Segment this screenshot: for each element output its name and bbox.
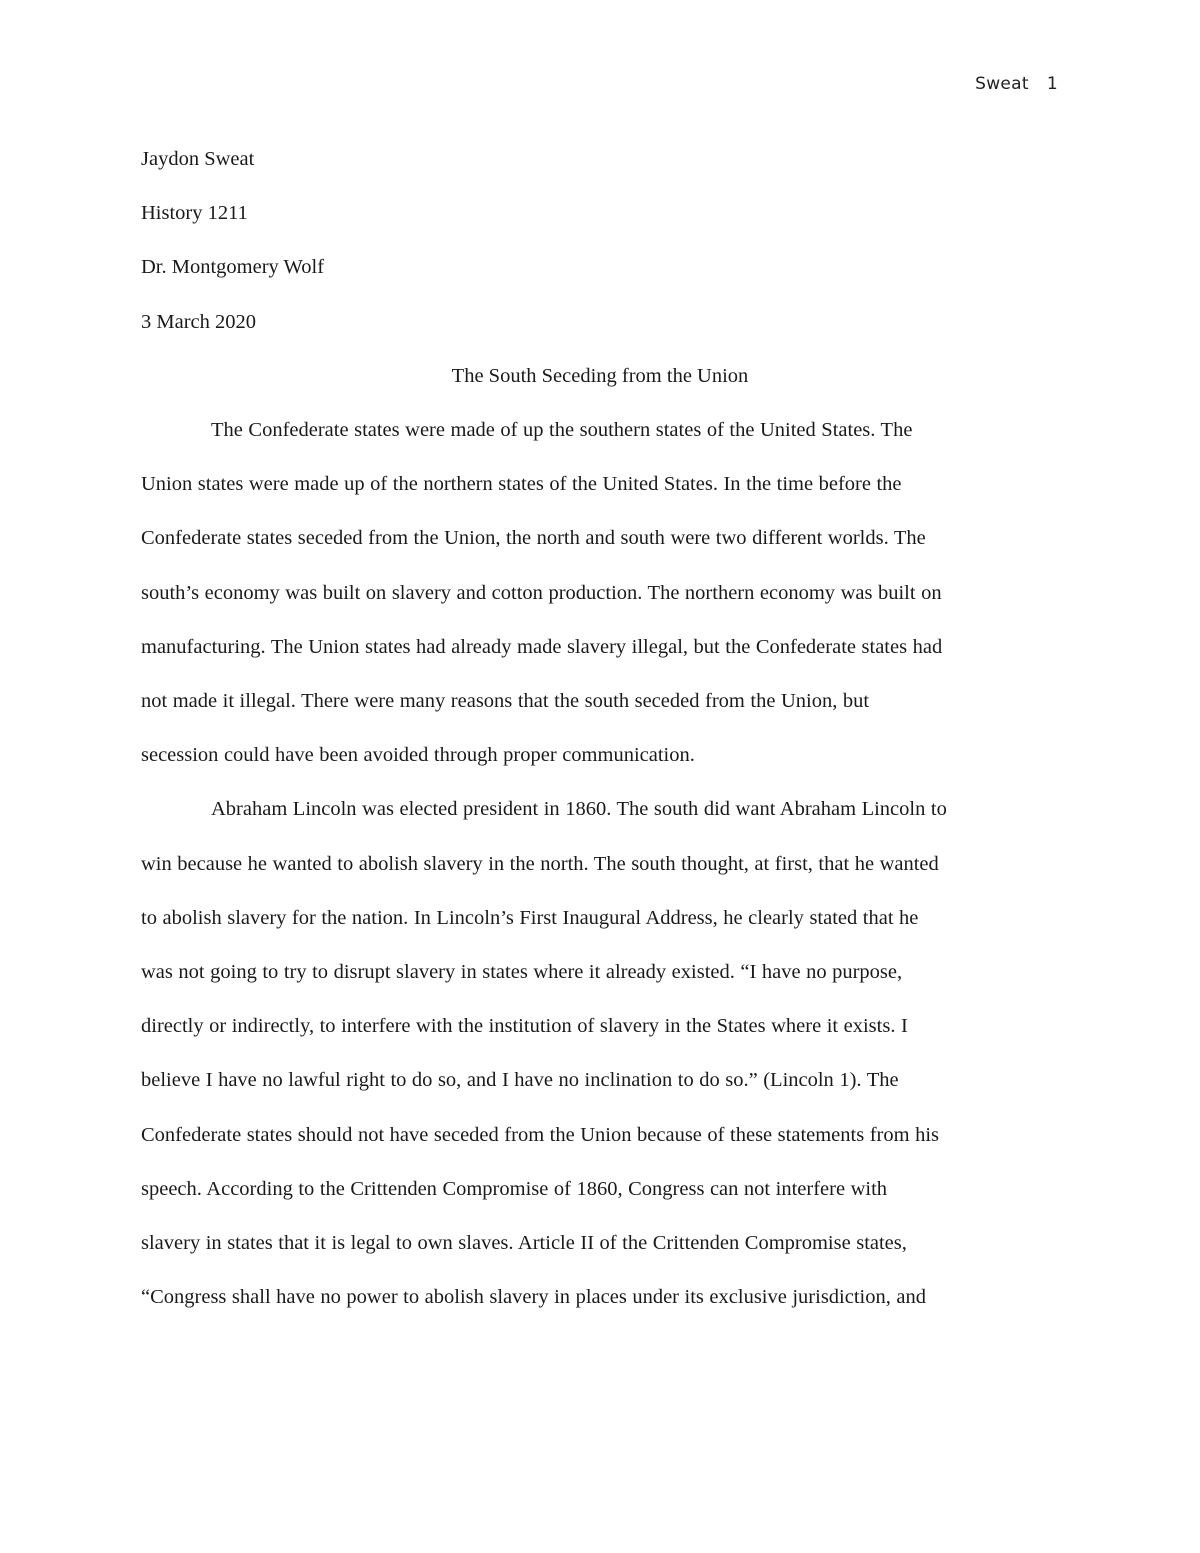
essay-title: The South Seceding from the Union [451, 364, 749, 387]
paragraph-line: The Confederate states were made of up the southern states of the United States. The [211, 419, 913, 442]
paragraph-line: Confederate states should not have seceded from the Union because of these statements from his [141, 1123, 940, 1146]
instructor-name: Dr. Montgomery Wolf [141, 256, 325, 279]
header-page-number: 1 [1046, 74, 1058, 94]
paragraph-line: directly or indirectly, to interfere with the institution of slavery in the States where it exists. I [141, 1015, 908, 1038]
paragraph-line: was not going to try to disrupt slavery in states where it already existed. “I have no purpose, [141, 961, 903, 984]
paragraph-line: Abraham Lincoln was elected president in 1860. The south did want Abraham Lincoln to [211, 798, 947, 821]
paragraph-line: speech. According to the Crittenden Compromise of 1860, Congress can not interfere with [141, 1177, 888, 1200]
document-body [141, 132, 1061, 1324]
paragraph-line: south’s economy was built on slavery and cotton production. The northern economy was built on [141, 581, 942, 604]
paragraph-line: slavery in states that it is legal to own slaves. Article II of the Crittenden Compromise states, [141, 1232, 907, 1255]
student-name: Jaydon Sweat [141, 148, 255, 170]
paragraph-line: manufacturing. The Union states had already made slavery illegal, but the Confederate states had [141, 635, 943, 658]
header-author-surname: Sweat [975, 74, 1029, 94]
paragraph-2 [141, 782, 1061, 1324]
running-header [975, 74, 1058, 94]
paragraph-line: not made it illegal. There were many reasons that the south seceded from the Union, but [141, 690, 870, 713]
paragraph-line: Union states were made up of the northern states of the United States. In the time before the [141, 473, 902, 496]
paragraph-line: win because he wanted to abolish slavery in the north. The south thought, at first, that he wanted [141, 852, 939, 875]
paragraph-line: believe I have no lawful right to do so, and I have no inclination to do so.” (Lincoln 1). The [141, 1069, 899, 1092]
paragraph-line: “Congress shall have no power to abolish slavery in places under its exclusive jurisdiction, and [141, 1286, 926, 1309]
submission-date: 3 March 2020 [141, 310, 257, 333]
paragraph-1 [141, 403, 1061, 782]
paragraph-line: secession could have been avoided through proper communication. [141, 744, 695, 767]
paragraph-line: Confederate states seceded from the Union, the north and south were two different worlds. The [141, 527, 926, 550]
course-name: History 1211 [141, 202, 248, 225]
paragraph-line: to abolish slavery for the nation. In Lincoln’s First Inaugural Address, he clearly stated that he [141, 906, 919, 929]
